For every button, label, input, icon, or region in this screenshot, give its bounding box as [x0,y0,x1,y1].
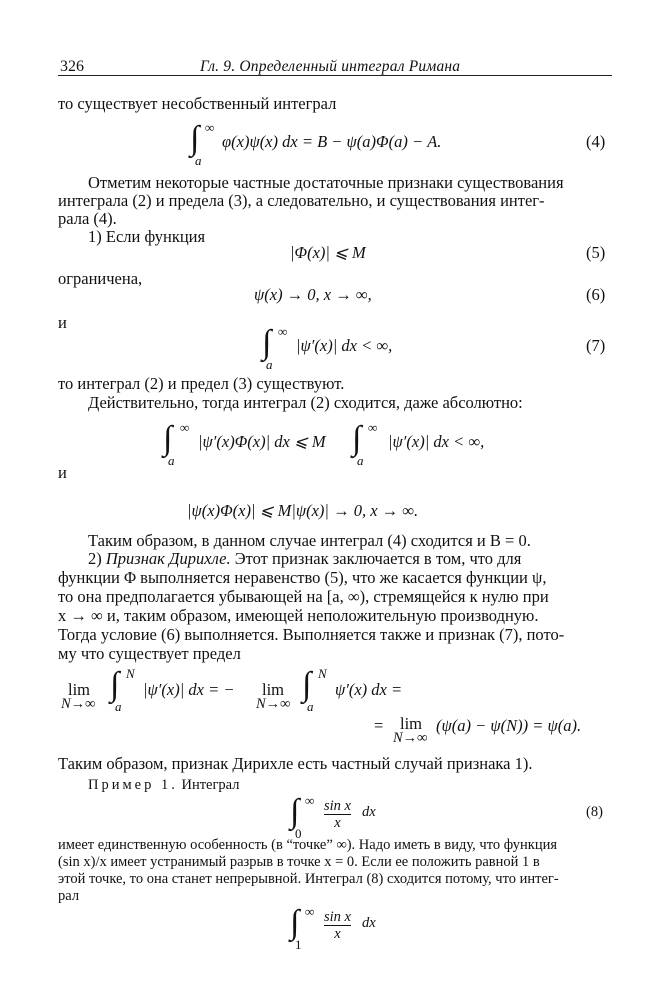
equation-number: (8) [586,804,603,820]
integral-sign: ∫ [290,793,300,830]
text-line: Таким образом, признак Дирихле есть частный случай признака 1). [58,754,533,773]
integral-sign: ∫ [352,420,362,457]
equation-part: (ψ(a) − ψ(N)) = ψ(a). [436,716,582,735]
numerator: sin x [324,798,351,814]
lower-limit: a [195,153,202,168]
text-line: му что существует предел [58,644,241,663]
integral-sign: ∫ [110,666,120,703]
text-line: Отметим некоторые частные достаточные признаки существования [88,173,564,192]
lim-operator: lim [400,714,423,733]
equals-sign: = [374,716,384,735]
upper-limit: N [126,666,135,681]
text-line: Действительно, тогда интеграл (2) сходится, даже абсолютно: [88,393,523,412]
text-line: рал [58,888,80,904]
text-line: то существует несобственный интеграл [58,94,337,113]
equation-6: ψ(x) → 0, x → ∞, [254,285,372,304]
denominator: x [324,814,351,831]
equation-5: |Φ(x)| ⩽ M [290,243,366,262]
lower-limit: 0 [295,826,302,841]
lower-limit: 1 [295,937,302,952]
equation-body: |ψ′(x)| dx < ∞, [296,336,393,355]
integral-sign: ∫ [302,666,312,703]
text-line: этой точке, то она станет непрерывной. Интеграл (8) сходится потому, что интег- [58,871,559,887]
item-number: 2) [88,549,106,568]
equation-part: |ψ′(x)| dx < ∞, [388,432,485,451]
lower-limit: a [357,453,364,468]
text-line [88,548,521,569]
text-line: имеет единственную особенность (в “точке” ∞). Надо иметь в виду, что функция [58,837,558,853]
text-run: Этот признак заключается в том, что для [230,549,522,568]
page-number: 326 [60,58,84,75]
text-line: и [58,313,67,332]
lim-subscript: N→∞ [256,696,291,712]
example-heading [88,776,239,795]
upper-limit: ∞ [180,420,190,435]
denominator: x [324,925,351,942]
text-line: то она предполагается убывающей на [a, ∞), стремящейся к нулю при [58,587,549,606]
integral-sign: ∫ [262,324,272,361]
text-line: функции Φ выполняется неравенство (5), что же касается функции ψ, [58,568,547,587]
dirichlet-heading: Признак Дирихле. [105,549,231,568]
upper-limit: ∞ [368,420,378,435]
lower-limit: a [168,453,175,468]
header-rule [58,75,612,76]
text-line: Таким образом, в данном случае интеграл (4) сходится и B = 0. [88,531,531,550]
lim-operator: lim [262,680,285,699]
lower-limit: a [266,357,273,372]
text-line: Тогда условие (6) выполняется. Выполняется также и признак (7), пото- [58,625,565,644]
equation-number: (5) [586,243,606,262]
text-line: рала (4). [58,209,117,228]
equation-number: (4) [586,132,606,151]
fraction [324,909,351,942]
text-line: (sin x)/x имеет устранимый разрыв в точке x = 0. Если ее положить равной 1 в [58,854,540,870]
upper-limit: ∞ [305,904,315,919]
equation-part: |ψ′(x)Φ(x)| dx ⩽ M [198,432,326,451]
integral-sign: ∫ [290,904,300,941]
text-line: x → ∞ и, таким образом, имеющей неположительную производную. [58,606,539,625]
differential: dx [362,915,376,931]
equation-part: |ψ′(x)| dx = − [143,680,235,699]
text-line: 1) Если функция [88,227,206,246]
integral-sign: ∫ [163,420,173,457]
lower-limit: a [307,699,314,714]
equation-body: φ(x)ψ(x) dx = B − ψ(a)Φ(a) − A. [222,132,442,151]
equation-part: ψ′(x) dx = [335,680,403,699]
text-line: то интеграл (2) и предел (3) существуют. [58,374,345,393]
text-line: ограничена, [58,269,143,288]
text-line: и [58,463,67,482]
equation-limit: |ψ(x)Φ(x)| ⩽ M|ψ(x)| → 0, x → ∞. [187,501,419,520]
fraction [324,798,351,831]
lim-subscript: N→∞ [393,730,428,746]
running-title: Гл. 9. Определенный интеграл Римана [200,58,461,75]
upper-limit: ∞ [278,324,288,339]
example-label: Пример 1. [88,777,178,793]
upper-limit: ∞ [305,793,315,808]
differential: dx [362,804,376,820]
equation-number: (7) [586,336,606,355]
text-run: Интеграл [177,777,240,793]
numerator: sin x [324,909,351,925]
lower-limit: a [115,699,122,714]
text-line: интеграла (2) и предела (3), а следовательно, и существования интег- [58,191,545,210]
integral-sign: ∫ [190,120,200,157]
equation-number: (6) [586,285,606,304]
lim-subscript: N→∞ [61,696,96,712]
upper-limit: N [318,666,327,681]
upper-limit: ∞ [205,120,215,135]
lim-operator: lim [68,680,91,699]
